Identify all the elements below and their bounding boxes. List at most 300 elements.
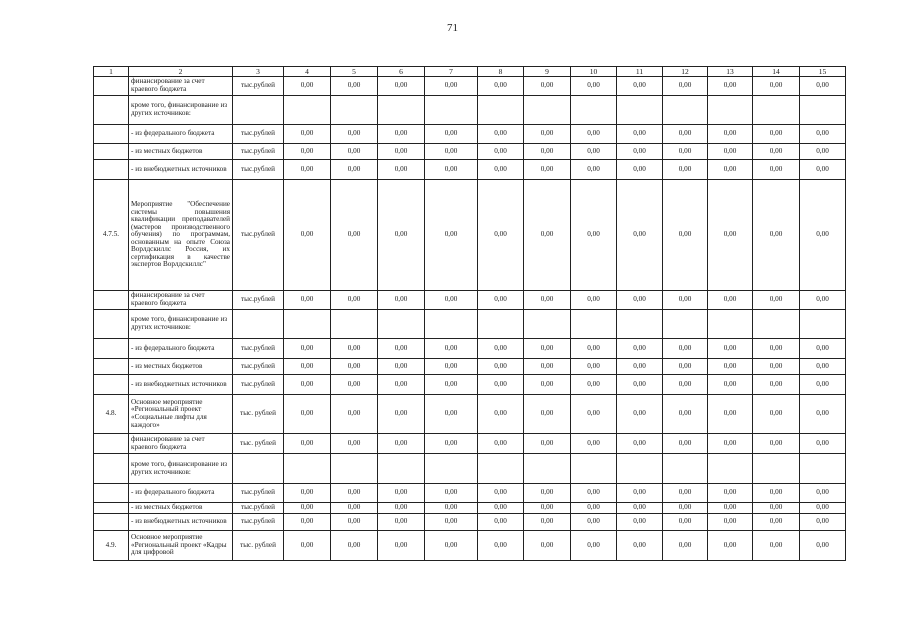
value-cell: 0,00 (708, 180, 753, 291)
value-cell: 0,00 (524, 434, 571, 454)
value-cell (425, 96, 478, 125)
value-cell (617, 454, 663, 484)
value-cell: 0,00 (663, 503, 708, 514)
value-cell: 0,00 (708, 125, 753, 144)
value-cell: 0,00 (708, 503, 753, 514)
value-cell: 0,00 (425, 484, 478, 503)
value-cell: 0,00 (571, 160, 617, 180)
value-cell: 0,00 (571, 375, 617, 395)
value-cell: 0,00 (708, 514, 753, 531)
value-cell: 0,00 (571, 359, 617, 375)
value-cell (524, 454, 571, 484)
value-cell: 0,00 (378, 180, 425, 291)
value-cell: 0,00 (617, 375, 663, 395)
value-cell: 0,00 (425, 77, 478, 96)
value-cell (425, 310, 478, 339)
value-cell: 0,00 (571, 339, 617, 359)
row-unit: тыс.рублей (233, 484, 284, 503)
value-cell: 0,00 (617, 339, 663, 359)
value-cell: 0,00 (617, 434, 663, 454)
row-description: - из внебюджетных источников (129, 375, 233, 395)
value-cell (571, 96, 617, 125)
value-cell: 0,00 (571, 484, 617, 503)
value-cell (617, 96, 663, 125)
value-cell (800, 310, 846, 339)
row-description: кроме того, финансирование из других источников: (129, 310, 233, 339)
value-cell: 0,00 (284, 125, 331, 144)
table-row (94, 180, 846, 291)
column-header-3: 3 (233, 67, 284, 77)
value-cell: 0,00 (753, 503, 800, 514)
value-cell: 0,00 (378, 144, 425, 160)
column-header-13: 13 (708, 67, 753, 77)
value-cell: 0,00 (617, 514, 663, 531)
value-cell: 0,00 (284, 144, 331, 160)
table-row (94, 375, 846, 395)
row-description: финансирование за счет краевого бюджета (129, 434, 233, 454)
budget-table (93, 66, 846, 561)
value-cell: 0,00 (617, 160, 663, 180)
value-cell: 0,00 (753, 77, 800, 96)
row-code (94, 454, 129, 484)
value-cell (478, 96, 524, 125)
value-cell: 0,00 (331, 531, 378, 561)
value-cell: 0,00 (800, 514, 846, 531)
row-unit: тыс. рублей (233, 395, 284, 434)
value-cell (378, 454, 425, 484)
value-cell: 0,00 (800, 503, 846, 514)
row-description: - из внебюджетных источников (129, 160, 233, 180)
row-code (94, 310, 129, 339)
value-cell: 0,00 (378, 484, 425, 503)
value-cell: 0,00 (617, 77, 663, 96)
value-cell: 0,00 (331, 503, 378, 514)
value-cell: 0,00 (478, 434, 524, 454)
column-header-6: 6 (378, 67, 425, 77)
value-cell: 0,00 (284, 180, 331, 291)
table-row (94, 359, 846, 375)
value-cell: 0,00 (284, 395, 331, 434)
value-cell: 0,00 (331, 160, 378, 180)
value-cell (425, 454, 478, 484)
value-cell: 0,00 (524, 484, 571, 503)
value-cell: 0,00 (331, 359, 378, 375)
value-cell: 0,00 (284, 359, 331, 375)
row-description: Основное мероприятие «Региональный проект «Социальные лифты для каждого» (129, 395, 233, 434)
value-cell (378, 310, 425, 339)
value-cell: 0,00 (663, 125, 708, 144)
value-cell: 0,00 (708, 434, 753, 454)
row-code (94, 359, 129, 375)
value-cell (524, 310, 571, 339)
table-row (94, 339, 846, 359)
value-cell: 0,00 (571, 291, 617, 310)
value-cell: 0,00 (617, 503, 663, 514)
value-cell: 0,00 (753, 160, 800, 180)
value-cell: 0,00 (708, 531, 753, 561)
row-description: - из федерального бюджета (129, 484, 233, 503)
value-cell: 0,00 (478, 531, 524, 561)
value-cell (478, 454, 524, 484)
table-row (94, 503, 846, 514)
value-cell: 0,00 (425, 160, 478, 180)
value-cell: 0,00 (800, 77, 846, 96)
value-cell: 0,00 (800, 291, 846, 310)
value-cell: 0,00 (708, 144, 753, 160)
value-cell: 0,00 (478, 503, 524, 514)
value-cell: 0,00 (524, 77, 571, 96)
row-code (94, 375, 129, 395)
row-unit: тыс.рублей (233, 375, 284, 395)
value-cell: 0,00 (284, 339, 331, 359)
table-row (94, 160, 846, 180)
value-cell: 0,00 (378, 514, 425, 531)
table-row (94, 125, 846, 144)
value-cell: 0,00 (478, 77, 524, 96)
value-cell: 0,00 (571, 125, 617, 144)
value-cell: 0,00 (425, 503, 478, 514)
value-cell: 0,00 (331, 484, 378, 503)
value-cell: 0,00 (478, 125, 524, 144)
row-code (94, 339, 129, 359)
column-header-15: 15 (800, 67, 846, 77)
row-unit: тыс.рублей (233, 77, 284, 96)
value-cell: 0,00 (425, 434, 478, 454)
value-cell: 0,00 (478, 339, 524, 359)
row-code (94, 291, 129, 310)
value-cell: 0,00 (753, 395, 800, 434)
value-cell: 0,00 (331, 291, 378, 310)
row-unit: тыс. рублей (233, 531, 284, 561)
value-cell: 0,00 (753, 339, 800, 359)
value-cell: 0,00 (378, 339, 425, 359)
value-cell: 0,00 (753, 514, 800, 531)
value-cell: 0,00 (708, 484, 753, 503)
value-cell: 0,00 (524, 531, 571, 561)
value-cell: 0,00 (425, 144, 478, 160)
value-cell: 0,00 (524, 503, 571, 514)
value-cell: 0,00 (524, 160, 571, 180)
value-cell: 0,00 (331, 125, 378, 144)
value-cell: 0,00 (753, 434, 800, 454)
value-cell: 0,00 (571, 514, 617, 531)
row-description: - из внебюджетных источников (129, 514, 233, 531)
value-cell: 0,00 (663, 77, 708, 96)
column-header-5: 5 (331, 67, 378, 77)
value-cell: 0,00 (478, 395, 524, 434)
row-code (94, 144, 129, 160)
value-cell: 0,00 (524, 359, 571, 375)
value-cell: 0,00 (331, 434, 378, 454)
value-cell: 0,00 (571, 395, 617, 434)
value-cell: 0,00 (663, 395, 708, 434)
column-header-2: 2 (129, 67, 233, 77)
value-cell: 0,00 (284, 484, 331, 503)
value-cell: 0,00 (753, 359, 800, 375)
value-cell: 0,00 (753, 484, 800, 503)
value-cell: 0,00 (425, 291, 478, 310)
value-cell: 0,00 (663, 531, 708, 561)
value-cell: 0,00 (663, 339, 708, 359)
value-cell: 0,00 (663, 160, 708, 180)
value-cell: 0,00 (331, 77, 378, 96)
row-code (94, 125, 129, 144)
value-cell (571, 310, 617, 339)
value-cell: 0,00 (753, 144, 800, 160)
column-header-4: 4 (284, 67, 331, 77)
value-cell: 0,00 (617, 395, 663, 434)
value-cell (753, 454, 800, 484)
value-cell: 0,00 (800, 144, 846, 160)
value-cell (524, 96, 571, 125)
row-unit: тыс.рублей (233, 514, 284, 531)
value-cell: 0,00 (663, 434, 708, 454)
row-code (94, 503, 129, 514)
value-cell (284, 96, 331, 125)
value-cell: 0,00 (708, 395, 753, 434)
value-cell (331, 96, 378, 125)
row-code (94, 160, 129, 180)
value-cell: 0,00 (425, 339, 478, 359)
value-cell: 0,00 (571, 144, 617, 160)
value-cell (708, 454, 753, 484)
value-cell: 0,00 (753, 125, 800, 144)
value-cell: 0,00 (331, 514, 378, 531)
value-cell: 0,00 (331, 144, 378, 160)
row-description: - из федерального бюджета (129, 339, 233, 359)
table-row (94, 144, 846, 160)
row-description: - из местных бюджетов (129, 359, 233, 375)
value-cell: 0,00 (753, 375, 800, 395)
column-header-12: 12 (663, 67, 708, 77)
value-cell: 0,00 (800, 395, 846, 434)
value-cell: 0,00 (425, 125, 478, 144)
value-cell: 0,00 (708, 359, 753, 375)
value-cell: 0,00 (800, 531, 846, 561)
value-cell: 0,00 (378, 375, 425, 395)
value-cell: 0,00 (524, 375, 571, 395)
value-cell: 0,00 (524, 144, 571, 160)
value-cell: 0,00 (524, 514, 571, 531)
value-cell (663, 310, 708, 339)
value-cell: 0,00 (478, 514, 524, 531)
value-cell: 0,00 (617, 359, 663, 375)
row-code (94, 434, 129, 454)
table-row (94, 77, 846, 96)
value-cell: 0,00 (378, 291, 425, 310)
page-number: 71 (447, 22, 458, 34)
row-unit: тыс.рублей (233, 160, 284, 180)
column-header-11: 11 (617, 67, 663, 77)
row-unit (233, 96, 284, 125)
column-header-8: 8 (478, 67, 524, 77)
value-cell: 0,00 (331, 180, 378, 291)
value-cell: 0,00 (617, 144, 663, 160)
value-cell: 0,00 (617, 180, 663, 291)
row-description: Мероприятие "Обеспечение системы повышения квалификации преподавателей (мастеров производственного обучения) по программам, основанным на опыте Союза Ворлдскиллс Россия, их сертификация в качестве экспертов Ворлдскиллс" (129, 180, 233, 291)
value-cell: 0,00 (708, 160, 753, 180)
column-header-9: 9 (524, 67, 571, 77)
value-cell: 0,00 (617, 531, 663, 561)
value-cell: 0,00 (425, 531, 478, 561)
row-unit: тыс.рублей (233, 180, 284, 291)
value-cell (617, 310, 663, 339)
value-cell (571, 454, 617, 484)
value-cell: 0,00 (800, 339, 846, 359)
value-cell: 0,00 (524, 180, 571, 291)
row-description: - из местных бюджетов (129, 503, 233, 514)
value-cell: 0,00 (663, 144, 708, 160)
row-unit: тыс. рублей (233, 434, 284, 454)
value-cell (753, 96, 800, 125)
value-cell (478, 310, 524, 339)
value-cell (378, 96, 425, 125)
value-cell: 0,00 (478, 359, 524, 375)
row-code: 4.7.5. (94, 180, 129, 291)
table-row (94, 514, 846, 531)
value-cell: 0,00 (478, 160, 524, 180)
value-cell: 0,00 (478, 144, 524, 160)
row-unit: тыс.рублей (233, 125, 284, 144)
row-code (94, 77, 129, 96)
value-cell (663, 454, 708, 484)
table-row (94, 531, 846, 561)
value-cell: 0,00 (478, 180, 524, 291)
value-cell: 0,00 (571, 434, 617, 454)
value-cell (708, 96, 753, 125)
value-cell: 0,00 (425, 514, 478, 531)
value-cell: 0,00 (284, 434, 331, 454)
value-cell: 0,00 (524, 339, 571, 359)
value-cell: 0,00 (663, 359, 708, 375)
value-cell: 0,00 (284, 375, 331, 395)
value-cell: 0,00 (617, 125, 663, 144)
row-description: финансирование за счет краевого бюджета (129, 77, 233, 96)
value-cell: 0,00 (571, 503, 617, 514)
value-cell (284, 454, 331, 484)
row-unit: тыс.рублей (233, 359, 284, 375)
value-cell: 0,00 (284, 531, 331, 561)
value-cell: 0,00 (378, 531, 425, 561)
value-cell: 0,00 (617, 484, 663, 503)
value-cell: 0,00 (425, 359, 478, 375)
row-unit (233, 310, 284, 339)
row-description: - из местных бюджетов (129, 144, 233, 160)
value-cell: 0,00 (284, 291, 331, 310)
value-cell: 0,00 (663, 514, 708, 531)
row-description: кроме того, финансирование из других источников: (129, 454, 233, 484)
value-cell: 0,00 (708, 339, 753, 359)
row-unit: тыс.рублей (233, 144, 284, 160)
value-cell: 0,00 (663, 291, 708, 310)
row-description: - из федерального бюджета (129, 125, 233, 144)
value-cell: 0,00 (378, 77, 425, 96)
value-cell (331, 310, 378, 339)
value-cell: 0,00 (478, 484, 524, 503)
table-row (94, 484, 846, 503)
value-cell: 0,00 (571, 531, 617, 561)
value-cell: 0,00 (663, 375, 708, 395)
value-cell: 0,00 (478, 375, 524, 395)
table-row (94, 96, 846, 125)
row-description: Основное мероприятие «Региональный проект «Кадры для цифровой (129, 531, 233, 561)
value-cell: 0,00 (425, 180, 478, 291)
value-cell: 0,00 (708, 375, 753, 395)
table-row (94, 291, 846, 310)
value-cell: 0,00 (663, 484, 708, 503)
value-cell: 0,00 (284, 514, 331, 531)
row-code: 4.8. (94, 395, 129, 434)
value-cell: 0,00 (378, 125, 425, 144)
value-cell (800, 96, 846, 125)
header-row (94, 67, 846, 77)
value-cell: 0,00 (331, 375, 378, 395)
column-header-1: 1 (94, 67, 129, 77)
row-code: 4.9. (94, 531, 129, 561)
value-cell: 0,00 (331, 339, 378, 359)
row-unit (233, 454, 284, 484)
value-cell (663, 96, 708, 125)
row-unit: тыс.рублей (233, 503, 284, 514)
column-header-14: 14 (753, 67, 800, 77)
value-cell (800, 454, 846, 484)
value-cell: 0,00 (378, 359, 425, 375)
value-cell: 0,00 (800, 125, 846, 144)
value-cell: 0,00 (378, 503, 425, 514)
value-cell: 0,00 (284, 160, 331, 180)
table-row (94, 454, 846, 484)
row-description: кроме того, финансирование из других источников: (129, 96, 233, 125)
value-cell: 0,00 (571, 77, 617, 96)
value-cell: 0,00 (800, 180, 846, 291)
table-row (94, 395, 846, 434)
value-cell: 0,00 (331, 395, 378, 434)
table-row (94, 434, 846, 454)
value-cell: 0,00 (800, 375, 846, 395)
value-cell: 0,00 (753, 291, 800, 310)
value-cell: 0,00 (800, 359, 846, 375)
column-header-10: 10 (571, 67, 617, 77)
value-cell: 0,00 (800, 434, 846, 454)
value-cell: 0,00 (284, 503, 331, 514)
value-cell: 0,00 (425, 375, 478, 395)
value-cell (753, 310, 800, 339)
value-cell (284, 310, 331, 339)
row-code (94, 514, 129, 531)
column-header-7: 7 (425, 67, 478, 77)
value-cell: 0,00 (753, 180, 800, 291)
row-unit: тыс.рублей (233, 339, 284, 359)
table-row (94, 310, 846, 339)
value-cell: 0,00 (378, 160, 425, 180)
value-cell: 0,00 (378, 434, 425, 454)
row-code (94, 484, 129, 503)
value-cell: 0,00 (524, 125, 571, 144)
value-cell (708, 310, 753, 339)
value-cell: 0,00 (571, 180, 617, 291)
value-cell: 0,00 (708, 291, 753, 310)
value-cell: 0,00 (753, 531, 800, 561)
row-description: финансирование за счет краевого бюджета (129, 291, 233, 310)
value-cell: 0,00 (800, 160, 846, 180)
value-cell: 0,00 (800, 484, 846, 503)
value-cell: 0,00 (284, 77, 331, 96)
value-cell (331, 454, 378, 484)
value-cell: 0,00 (478, 291, 524, 310)
value-cell: 0,00 (524, 395, 571, 434)
value-cell: 0,00 (425, 395, 478, 434)
value-cell: 0,00 (524, 291, 571, 310)
